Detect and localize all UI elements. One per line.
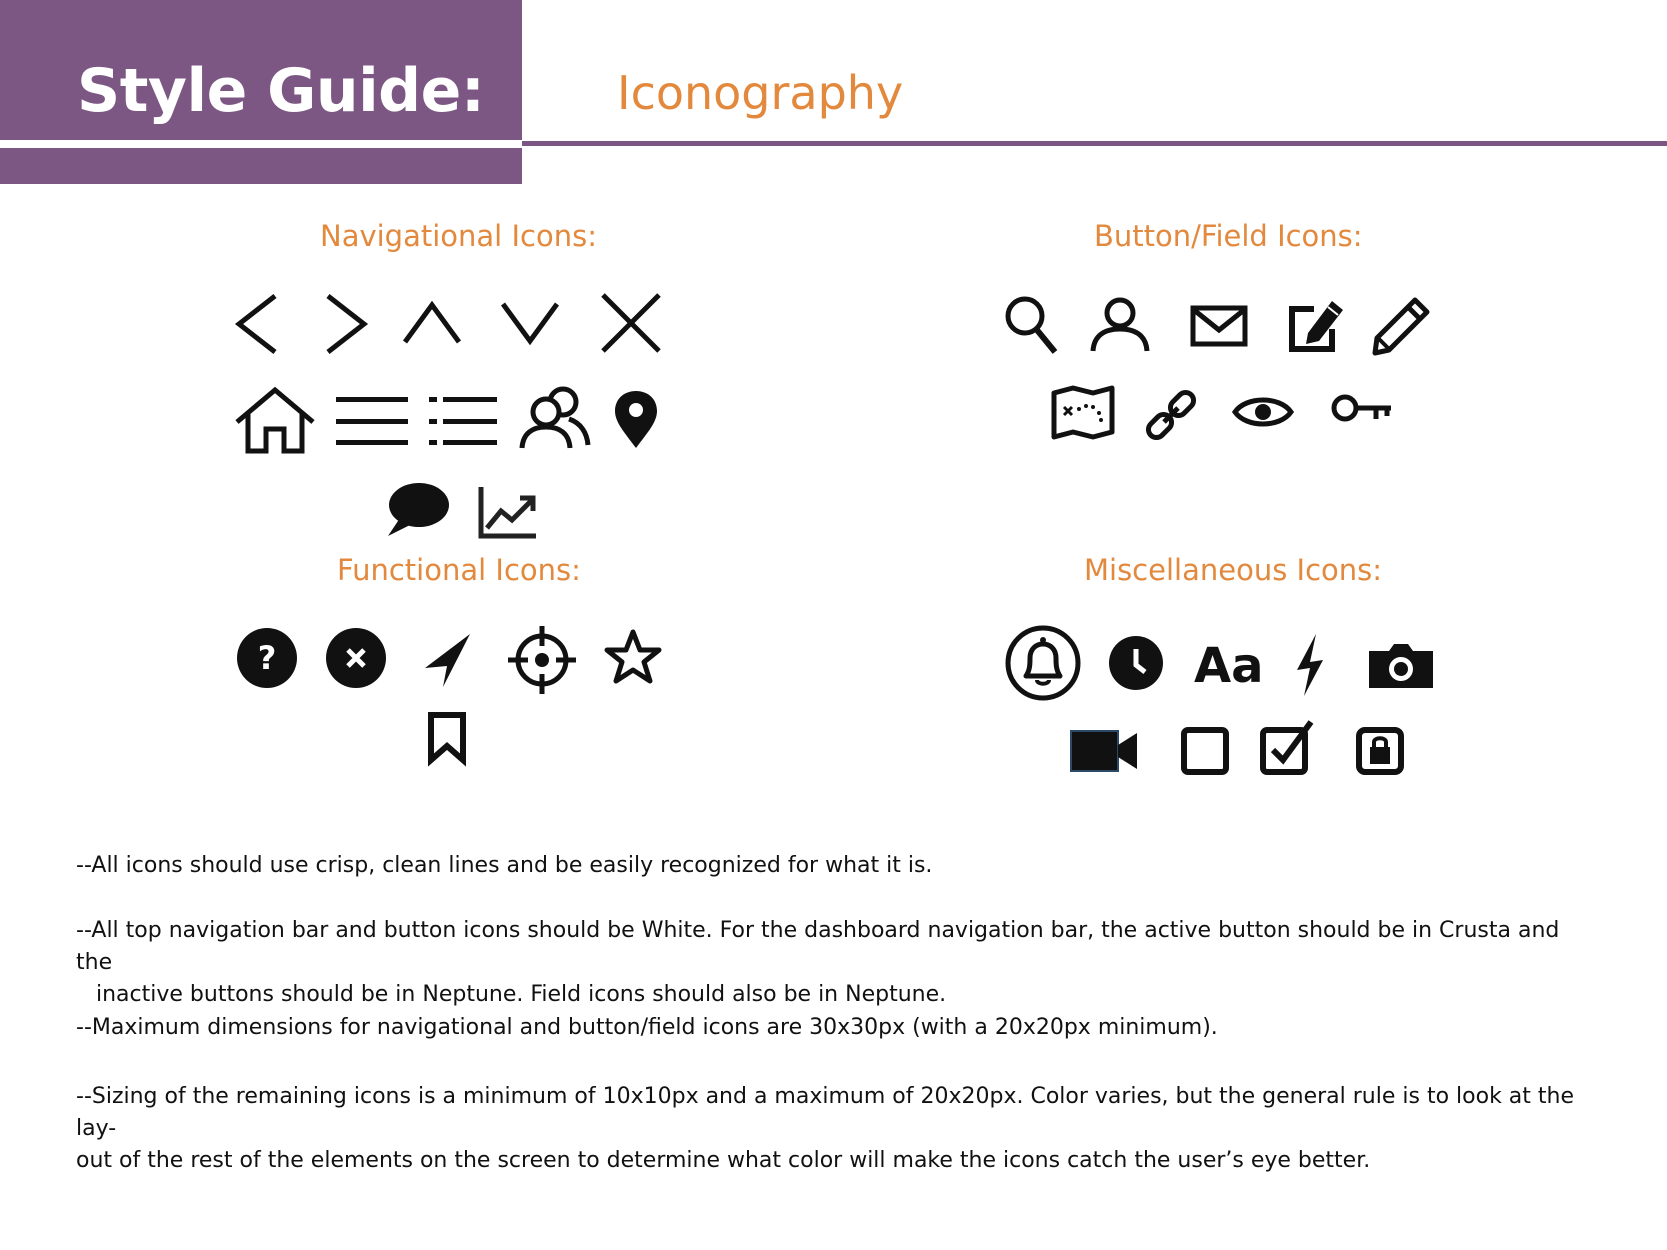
chart-icon <box>478 487 538 539</box>
bookmark-icon <box>427 712 467 764</box>
navigate-icon <box>423 632 473 688</box>
clear-icon <box>326 628 386 688</box>
pencil-icon <box>1371 296 1431 356</box>
chevron-right-icon <box>322 293 368 355</box>
map-pin-icon <box>614 390 658 450</box>
note-4-line-1: --Sizing of the remaining icons is a minimum of 10x10px and a maximum of 20x20px. Color varies, but the general rule is to look at the lay- <box>76 1084 1575 1141</box>
header-divider <box>522 141 1667 146</box>
svg-text:Aa: Aa <box>1194 638 1264 694</box>
bell-icon <box>1004 624 1082 702</box>
note-1 <box>76 850 1596 882</box>
chevron-down-icon <box>500 300 560 346</box>
section-title-button-field: Button/Field Icons: <box>1094 219 1363 253</box>
page-title: Style Guide: <box>77 56 485 126</box>
video-icon <box>1070 730 1138 772</box>
clock-icon <box>1109 636 1163 690</box>
list-icon <box>429 395 497 447</box>
chevron-left-icon <box>235 293 281 355</box>
close-icon <box>600 292 662 354</box>
section-title-miscellaneous: Miscellaneous Icons: <box>1084 553 1383 587</box>
svg-text:?: ? <box>257 639 277 677</box>
checkbox-checked-icon <box>1259 720 1315 776</box>
section-title-navigational: Navigational Icons: <box>320 219 597 253</box>
section-title-functional: Functional Icons: <box>337 553 581 587</box>
help-icon <box>237 628 297 688</box>
lightning-icon <box>1294 634 1326 696</box>
font-icon <box>1194 635 1264 694</box>
target-icon <box>508 626 576 694</box>
note-4 <box>76 1081 1596 1177</box>
checkbox-empty-icon <box>1180 726 1230 776</box>
note-2-line-2: inactive buttons should be in Neptune. Field icons should also be in Neptune. <box>96 982 947 1007</box>
eye-icon <box>1232 392 1294 432</box>
key-icon <box>1331 394 1393 428</box>
note-2 <box>76 915 1596 1011</box>
users-icon <box>519 385 591 451</box>
link-icon <box>1143 387 1199 443</box>
note-1-line-1: --All icons should use crisp, clean lines and be easily recognized for what it is. <box>76 853 933 878</box>
mail-icon <box>1190 305 1248 347</box>
star-icon <box>603 628 663 686</box>
note-3-line-1: --Maximum dimensions for navigational and button/field icons are 30x30px (with a 20x20px minimum). <box>76 1015 1218 1040</box>
chevron-up-icon <box>402 300 462 346</box>
title-band-gap <box>0 140 522 148</box>
camera-icon <box>1369 642 1433 688</box>
search-icon <box>1004 295 1058 355</box>
note-3 <box>76 1012 1596 1044</box>
note-2-line-1: --All top navigation bar and button icons should be White. For the dashboard navigation bar, the active button should be in Crusta and the <box>76 918 1560 975</box>
user-icon <box>1090 297 1150 353</box>
edit-icon <box>1288 297 1346 353</box>
note-4-line-2: out of the rest of the elements on the screen to determine what color will make the icons catch the user’s eye better. <box>76 1148 1371 1173</box>
map-icon <box>1051 385 1115 441</box>
page-subtitle: Iconography <box>617 66 904 120</box>
chat-icon <box>386 482 450 538</box>
lock-icon <box>1355 726 1405 776</box>
home-icon <box>234 385 316 455</box>
menu-icon <box>336 395 408 447</box>
